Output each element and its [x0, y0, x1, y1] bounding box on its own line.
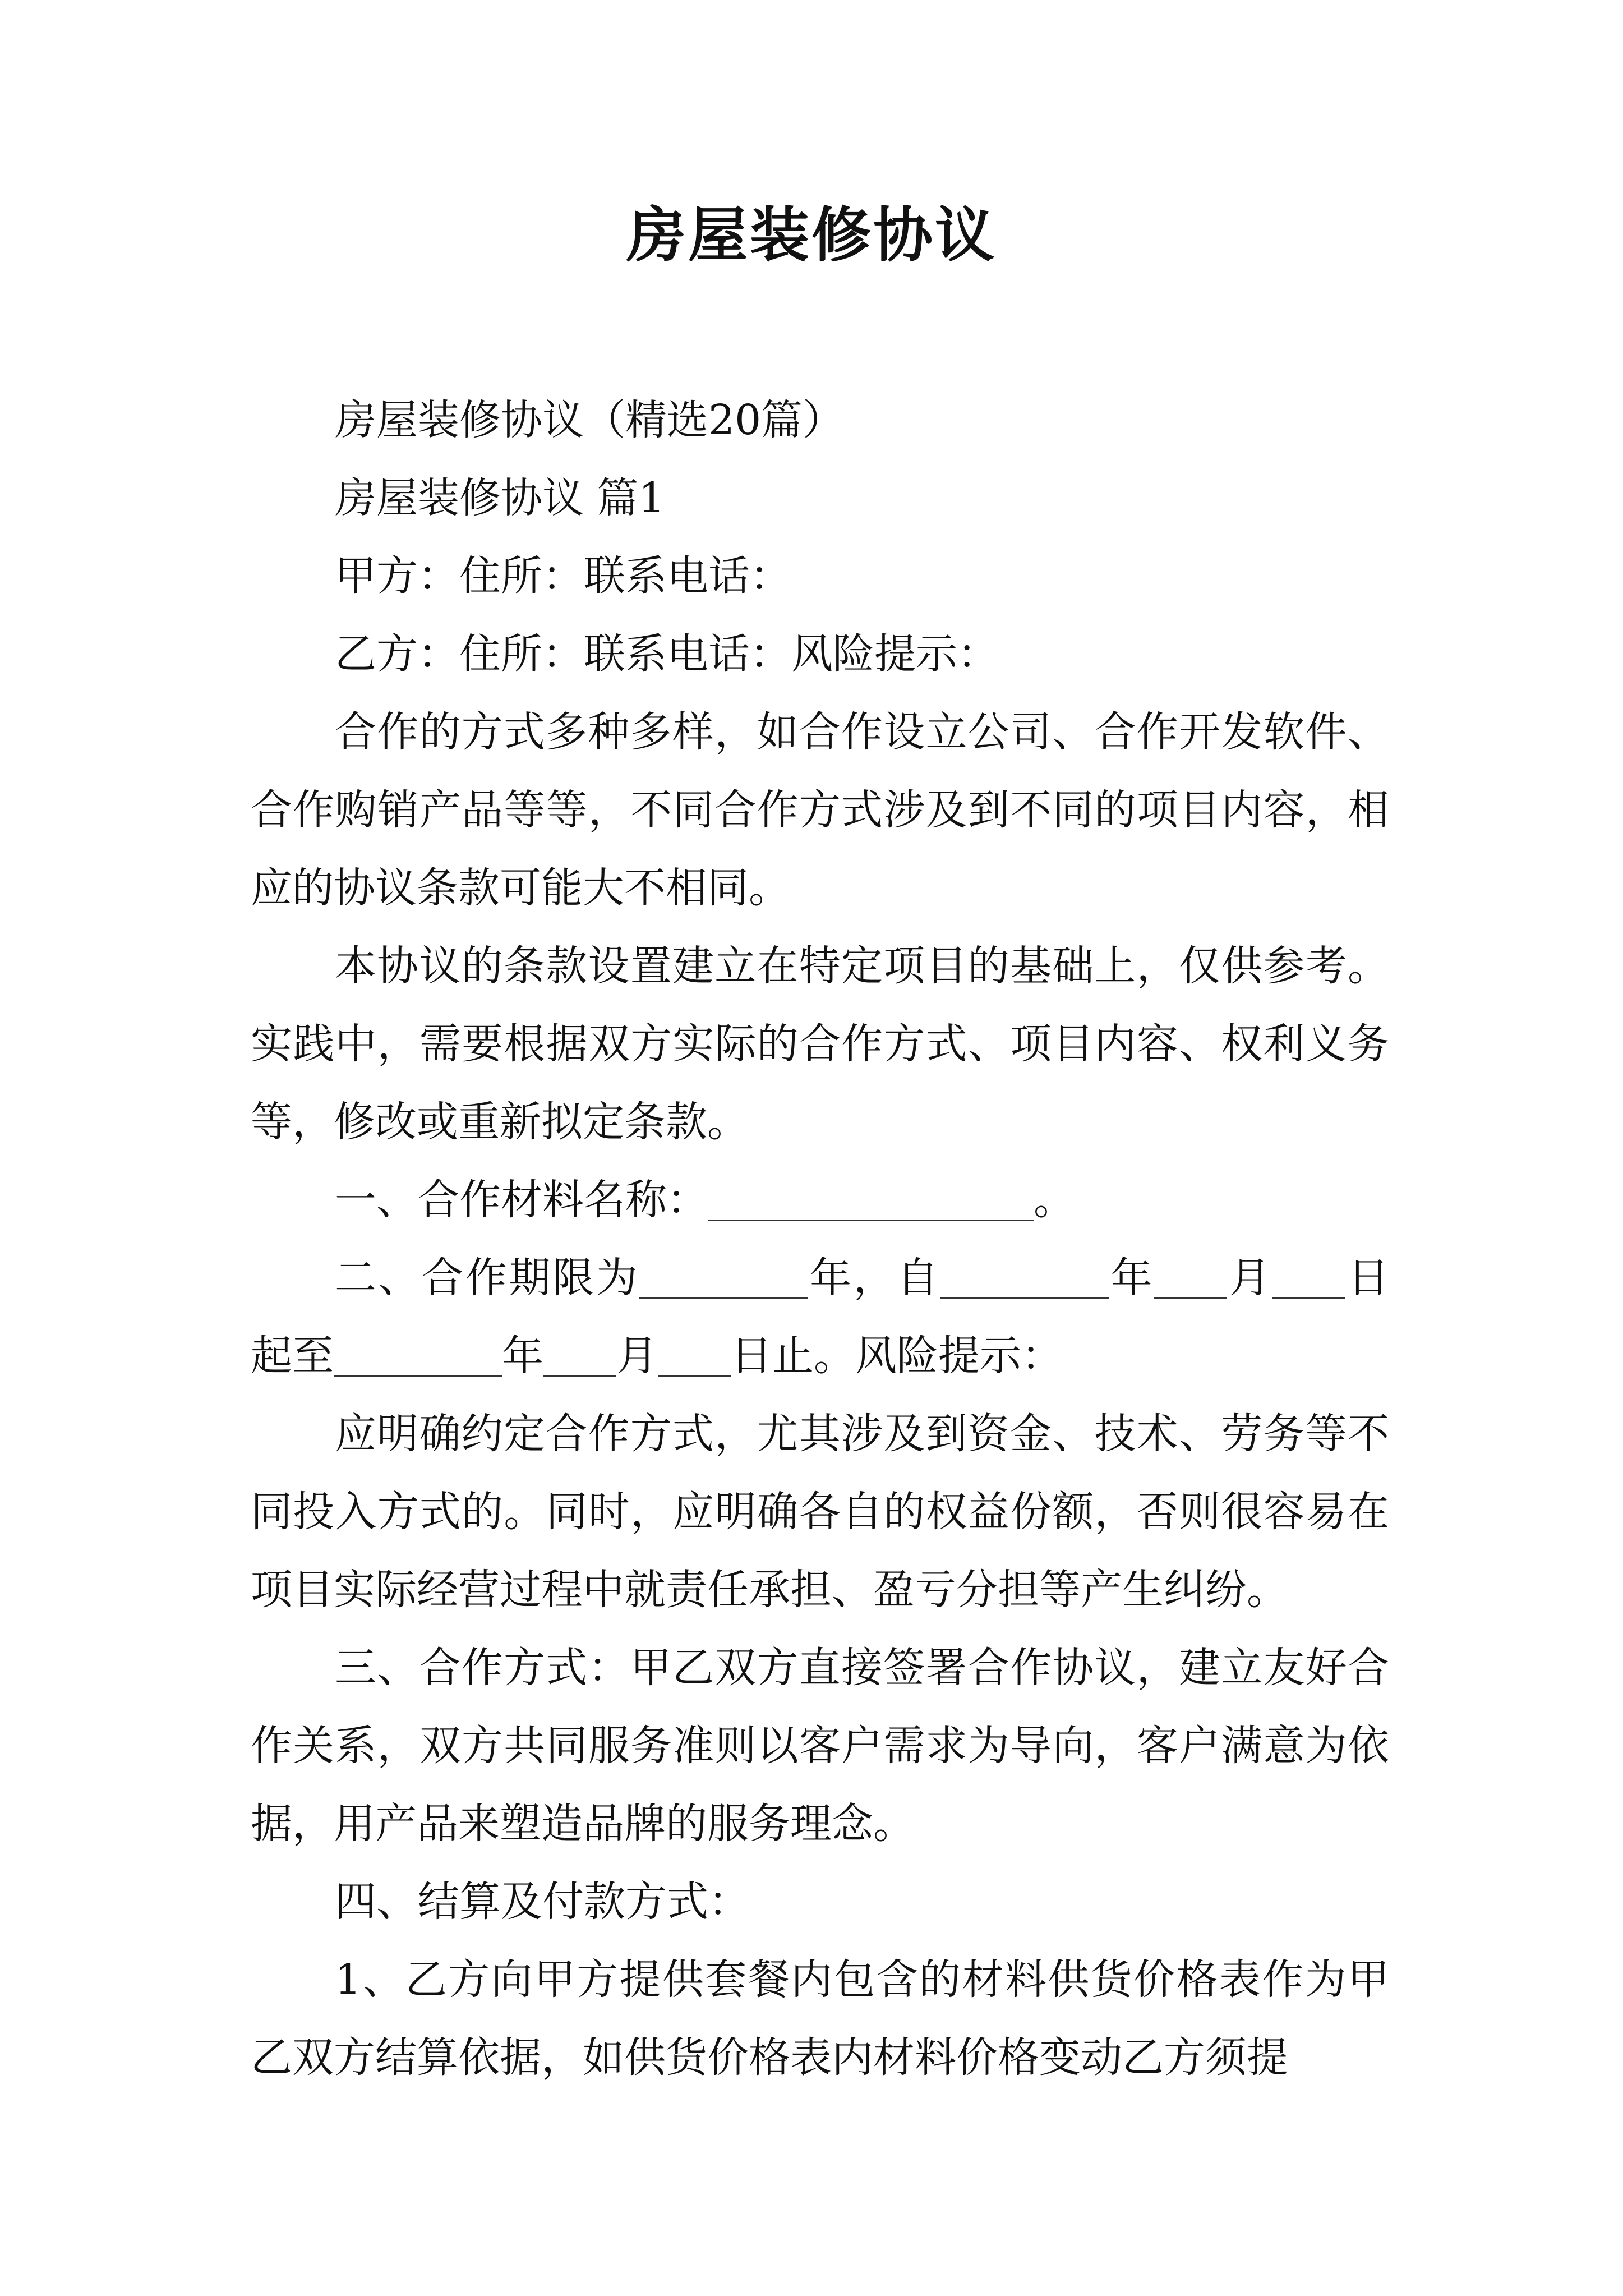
end-day-blank: [658, 1334, 731, 1377]
clause-2-year2: 年: [1108, 1254, 1155, 1302]
clause-term: [251, 1239, 1389, 1395]
party-a-line: 甲方：住所：联系电话：: [335, 552, 791, 600]
reference-note-paragraph: 本协议的条款设置建立在特定项目的基础上，仅供参考。实践中，需要根据双方实际的合作方式、项目内容、权利义务等，修改或重新拟定条款。: [251, 942, 1389, 1146]
start-year-blank: [940, 1256, 1109, 1299]
chapter-heading: 房屋装修协议 篇1: [335, 474, 665, 522]
clause-2-day-end: 日止。风险提示：: [731, 1332, 1063, 1380]
clause-settlement: 四、结算及付款方式：: [335, 1878, 750, 1926]
document-title: 房屋装修协议: [626, 200, 997, 270]
clause-1-label: 一、合作材料名称：: [335, 1176, 708, 1224]
end-year-blank: [334, 1334, 502, 1377]
clause-material-name: [251, 1161, 1389, 1239]
clause-2-year: 年，自: [808, 1254, 940, 1302]
start-month-blank: [1154, 1256, 1227, 1299]
start-day-blank: [1272, 1256, 1345, 1299]
party-b-line: 乙方：住所：联系电话：风险提示：: [335, 630, 999, 678]
clause-2-month2: 月: [616, 1332, 658, 1380]
risk-note-paragraph: 合作的方式多种多样，如合作设立公司、合作开发软件、合作购销产品等等，不同合作方式涉及到不同的项目内容，相应的协议条款可能大不相同。: [251, 708, 1389, 912]
term-years-blank: [639, 1256, 808, 1299]
cooperation-mode-note: 应明确约定合作方式，尤其涉及到资金、技术、劳务等不同投入方式的。同时，应明确各自的权益份额，否则很容易在项目实际经营过程中就责任承担、盈亏分担等产生纠纷。: [251, 1410, 1389, 1614]
clause-settlement-item-1: 1、乙方向甲方提供套餐内包含的材料供货价格表作为甲乙双方结算依据，如供货价格表内材料价格变动乙方须提: [251, 1955, 1389, 2082]
document-body: [251, 381, 1389, 2097]
clause-cooperation-mode: 三、合作方式：甲乙双方直接签署合作协议，建立友好合作关系，双方共同服务准则以客户需求为导向，客户满意为依据，用产品来塑造品牌的服务理念。: [251, 1644, 1389, 1848]
clause-1-end: 。: [1034, 1176, 1075, 1224]
clause-2-month: 月: [1227, 1254, 1273, 1302]
material-name-blank: [708, 1178, 1034, 1221]
clause-2-label: 二、合作期限为: [335, 1254, 640, 1302]
clause-2-day-from: 日起至: [251, 1254, 1389, 1380]
clause-2-year3: 年: [502, 1332, 543, 1380]
end-month-blank: [543, 1334, 616, 1377]
subtitle: 房屋装修协议（精选20篇）: [335, 396, 845, 444]
